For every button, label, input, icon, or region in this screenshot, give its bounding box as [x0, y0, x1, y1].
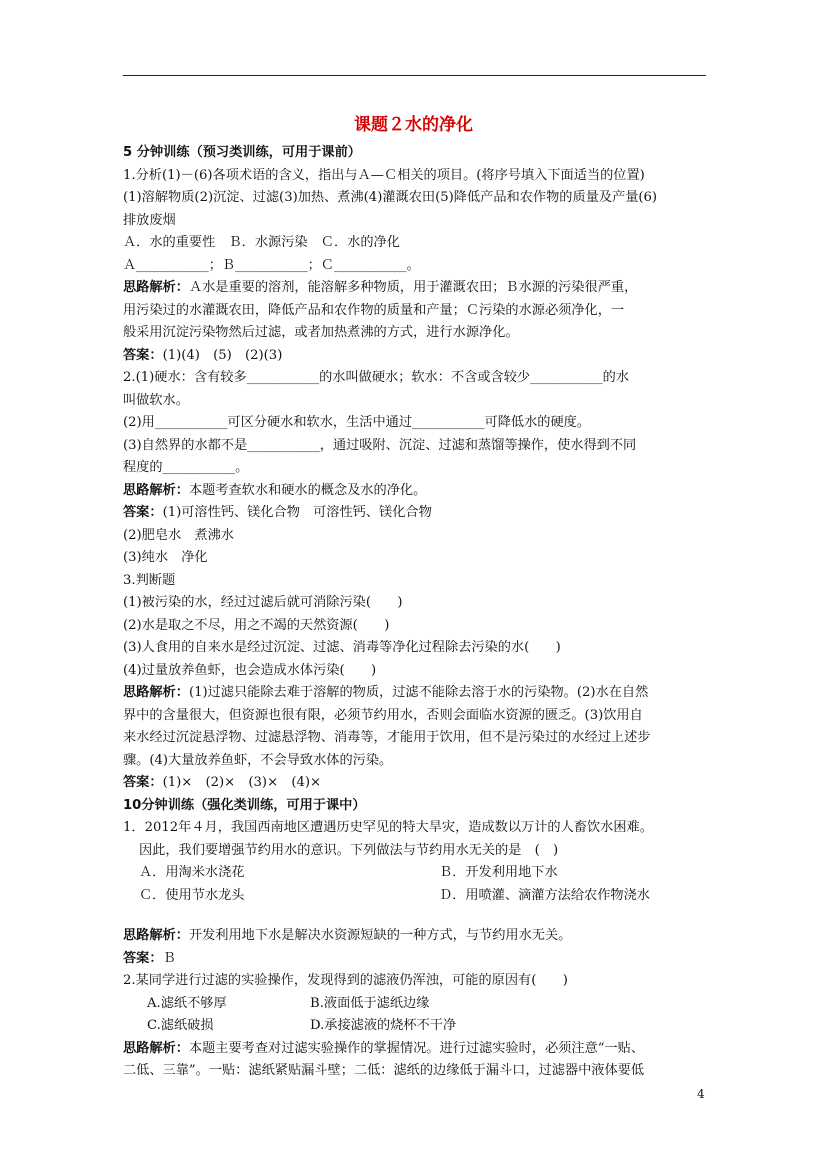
answer-label: 答案： [123, 505, 163, 520]
question-text: 2.某同学进行过滤的实验操作，发现得到的滤液仍浑浊，可能的原因有( ) [123, 973, 568, 988]
analysis-text: 来水经过沉淀悬浮物、过滤悬浮物、消毒等，才能用于饮用，但不是污染过的水经过上述步 [123, 730, 651, 745]
question-text: (3)人食用的自来水是经过沉淀、过滤、消毒等净化过程除去污染的水( ) [123, 640, 561, 655]
analysis-label: 思路解析： [123, 685, 189, 700]
option-a: Ａ．用淘米水浇花 [139, 865, 245, 880]
question-text: 2.(1)硬水：含有较多___________的水叫做硬水；软水：不含或含较少___________的水 [123, 370, 630, 385]
options-row [123, 1015, 706, 1038]
question-text: 叫做软水。 [123, 392, 189, 408]
question-text: 1．2012年４月，我国西南地区遭遇历史罕见的特大旱灾，造成数以万计的人畜饮水困难。 [123, 820, 653, 835]
analysis-label: 思路解析： [123, 280, 189, 295]
option-d: Ｄ．用喷灌、滴灌方法给农作物浇水 [439, 887, 650, 903]
analysis-text: 骤。(4)大量放养鱼虾，不会导致水体的污染。 [123, 752, 393, 768]
question-text: 程度的___________。 [123, 460, 249, 475]
analysis-text: 本题考查软水和硬水的概念及水的净化。 [188, 482, 427, 498]
analysis-text: 本题主要考查对过滤实验操作的掌握情况。进行过滤实验时，必须注意“一贴、 [188, 1040, 645, 1056]
analysis-label: 思路解析： [123, 1040, 189, 1056]
document-body [123, 142, 706, 1083]
question-text: 排放废烟 [123, 212, 176, 228]
question-text: (4)过量放养鱼虾，也会造成水体污染( ) [123, 662, 377, 678]
option-b: B.液面低于滤纸边缘 [310, 995, 430, 1011]
answer-blanks: Ａ___________；Ｂ___________；Ｃ___________。 [123, 257, 420, 273]
answer-text: (1)可溶性钙、镁化合物 可溶性钙、镁化合物 [162, 505, 432, 520]
answer-text: (1)(4) (5) (2)(3) [162, 347, 283, 363]
answer-label: 答案： [123, 950, 163, 966]
section-header-5min: 5 分钟训练（预习类训练，可用于课前） [123, 145, 361, 160]
answer-text: Ｂ [162, 950, 176, 966]
analysis-text: 开发利用地下水是解决水资源短缺的一种方式，与节约用水无关。 [188, 928, 572, 943]
question-text: (2)用___________可区分硬水和软水，生活中通过___________可降低水的硬度。 [123, 415, 591, 430]
answer-label: 答案： [123, 347, 163, 363]
question-text: (2)水是取之不尽，用之不竭的天然资源( ) [123, 617, 390, 633]
question-text: 因此，我们要增强节约用水的意识。下列做法与节约用水无关的是 ( ) [139, 842, 559, 858]
answer-label: 答案： [123, 775, 163, 790]
question-options: Ａ．水的重要性 Ｂ．水源污染 Ｃ．水的净化 [123, 235, 400, 250]
question-text: 1.分析(1)－(6)各项术语的含义，指出与Ａ—Ｃ相关的项目。(将序号填入下面适当的位置) [123, 167, 645, 183]
option-c: Ｃ．使用节水龙头 [139, 887, 245, 903]
analysis-label: 思路解析： [123, 482, 189, 498]
page-number: 4 [697, 1087, 705, 1101]
analysis-text: 界中的含量很大，但资源也很有限，必须节约用水，否则会面临水资源的匮乏。(3)饮用自 [123, 707, 643, 723]
options-row [123, 885, 706, 908]
analysis-text: (1)过滤只能除去难于溶解的物质，过滤不能除去溶于水的污染物。(2)水在自然 [188, 685, 649, 700]
answer-text: (1)× (2)× (3)× (4)× [162, 775, 322, 790]
analysis-text: 二低、三靠”。一贴：滤纸紧贴漏斗壁；二低：滤纸的边缘低于漏斗口，过滤器中液体要低 [123, 1063, 645, 1078]
analysis-text: Ａ水是重要的溶剂，能溶解多种物质，用于灌溉农田；Ｂ水源的污染很严重， [188, 280, 638, 295]
page-title: 课题２水的净化 [354, 115, 473, 135]
option-c: C.滤纸破损 [147, 1018, 214, 1033]
answer-text: (3)纯水 净化 [123, 550, 208, 565]
question-text: 3.判断题 [123, 572, 176, 588]
header-rule [123, 75, 706, 76]
analysis-label: 思路解析： [123, 928, 189, 943]
answer-text: (2)肥皂水 煮沸水 [123, 527, 234, 543]
options-row [123, 862, 706, 885]
option-a: A.滤纸不够厚 [147, 995, 227, 1011]
question-text: (3)自然界的水都不是___________，通过吸附、沉淀、过滤和蒸馏等操作，使水得到不同 [123, 437, 637, 453]
option-d: D.承接滤液的烧杯不干净 [310, 1018, 457, 1033]
question-text: (1)被污染的水，经过过滤后就可消除污染( ) [123, 595, 403, 610]
section-header-10min: 10分钟训练（强化类训练，可用于课中） [123, 797, 366, 813]
question-text: (1)溶解物质(2)沉淀、过滤(3)加热、煮沸(4)灌溉农田(5)降低产品和农作物的质量及产量(6) [123, 190, 658, 205]
analysis-text: 般采用沉淀污染物然后过滤，或者加热煮沸的方式，进行水源净化。 [123, 325, 519, 340]
options-row [123, 993, 706, 1016]
analysis-text: 用污染过的水灌溉农田，降低产品和农作物的质量和产量；Ｃ污染的水源必须净化，一 [123, 302, 625, 318]
option-b: Ｂ．开发利用地下水 [439, 865, 558, 880]
